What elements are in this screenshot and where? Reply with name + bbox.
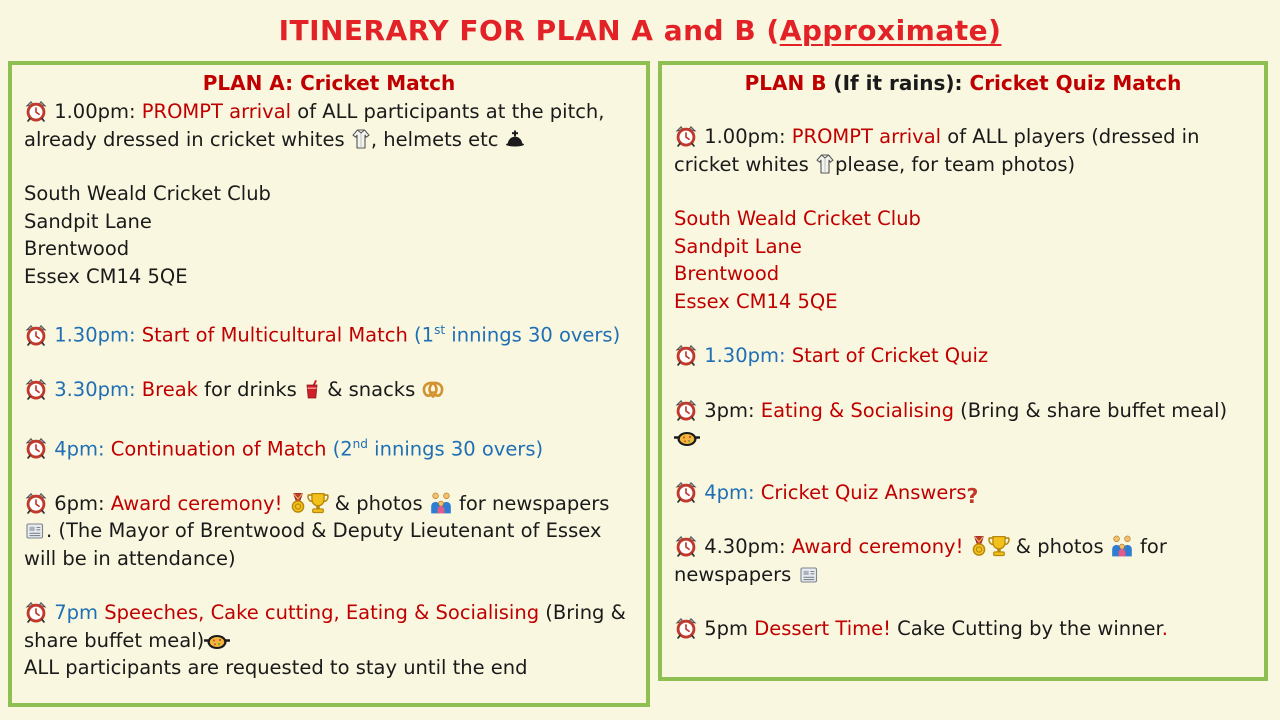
text-segment: & photos [1009,535,1110,558]
alarm-clock-icon [24,437,48,459]
alarm-clock-icon [24,492,48,514]
text-segment: (2 [332,437,353,460]
text-segment: for newspapers [674,535,1167,586]
text-segment: (1 [414,323,435,347]
itinerary-line [674,233,1252,261]
text-segment: 4pm: [698,480,761,504]
text-segment: Essex CM14 5QE [24,264,188,288]
text-segment: 3pm: [698,398,761,422]
itinerary-line [24,208,634,236]
text-segment: 1.30pm: [48,323,142,347]
text-segment: st [434,323,446,337]
itinerary-line [24,235,634,263]
page-title [0,0,1280,47]
text-segment: 4pm: [48,437,111,460]
itinerary-line [24,654,634,682]
text-segment: & photos [328,491,429,515]
plan-a-body [24,98,634,682]
itinerary-line [674,479,1252,507]
lab-coat-icon [815,153,835,175]
text-segment: 3.30pm: [48,378,142,401]
itinerary-line [674,533,1252,588]
alarm-clock-icon [24,100,48,122]
itinerary-line [24,431,634,463]
text-segment: Dessert Time! [754,617,898,640]
text-segment: please, for team photos) [835,152,1076,176]
alarm-clock-icon [24,601,48,623]
itinerary-line [674,288,1252,316]
text-segment: of ALL participants at the pitch, already dressed in cricket whites [24,100,605,151]
text-segment: PROMPT arrival [141,100,298,123]
text-segment: Speeches, Cake cutting, Eating & Socialising [104,601,546,624]
text-segment: Eating & Socialising [760,398,961,422]
text-segment: . (The Mayor of Brentwood & Deputy Lieutenant of Essex will be in attendance) [24,519,602,570]
text-segment: Brentwood [24,237,130,260]
pretzel-icon [421,380,445,400]
text-segment: for drinks [204,378,304,401]
text-segment: Continuation of Match [110,437,333,460]
red-question-mark-icon: ? [966,483,979,508]
text-segment: 5pm [698,617,755,640]
text-segment: , helmets etc [370,127,505,151]
text-segment: 1.00pm: [48,100,142,123]
text-segment: ALL participants are requested to stay until the end [24,656,528,679]
text-segment: 1.00pm: [698,125,792,148]
itinerary-line [674,260,1252,288]
alarm-clock-icon [674,617,698,639]
plan-b-body [674,123,1252,643]
cup-with-straw-icon [303,378,321,400]
itinerary-line [674,123,1252,178]
itinerary-line [24,376,634,404]
newspaper-icon [798,565,820,585]
text-segment: 7pm [48,601,105,624]
text-segment: Start of Multicultural Match [141,323,415,347]
alarm-clock-icon [674,344,698,366]
text-segment: 1.30pm: [698,344,792,367]
alarm-clock-icon [674,125,698,147]
plan-b-panel [658,61,1268,681]
plan-a-panel [8,61,650,707]
plan-a-header [24,70,634,96]
paella-pan-icon [674,430,700,448]
itinerary-line [24,180,634,208]
trophy-icon [307,492,329,514]
text-segment: South Weald Cricket Club [674,207,921,230]
two-column-layout [0,53,1280,707]
text-segment: (Bring & share buffet meal) [960,398,1228,422]
itinerary-line [24,599,634,654]
text-segment: Award ceremony! [110,491,289,515]
text-segment: . [1161,617,1168,640]
page-title-suffix: ) [988,14,1002,47]
alarm-clock-icon [674,481,698,503]
text-segment: innings 30 overs) [445,323,621,347]
text-segment: of ALL players (dressed in cricket whites [674,125,1200,176]
text-segment: Sandpit Lane [24,209,152,233]
paella-pan-icon [204,633,230,651]
text-segment: nd [352,436,368,451]
text-segment: (If it rains): [833,71,970,95]
alarm-clock-icon [24,378,48,400]
itinerary-line [24,263,634,291]
itinerary-line [674,342,1252,370]
text-segment: & snacks [321,378,422,401]
text-segment: (Bring & share buffet meal) [24,601,626,652]
page-title-prefix: ITINERARY FOR PLAN A and B ( [278,14,780,47]
text-segment: Essex CM14 5QE [674,289,838,313]
plan-b-header [674,70,1252,96]
text-segment: Cricket Quiz Answers [760,480,967,504]
text-segment: Sandpit Lane [674,234,802,258]
itinerary-line [674,397,1252,452]
text-segment: Cake Cutting by the winner [897,617,1162,640]
text-segment: South Weald Cricket Club [24,182,271,205]
alarm-clock-icon [674,399,698,421]
itinerary-line [24,490,634,573]
text-segment: Brentwood [674,262,780,285]
family-icon [1110,535,1134,557]
medal-icon [289,492,307,514]
text-segment: Break [141,378,205,401]
text-segment: PLAN A: Cricket Match [202,71,456,95]
helmet-icon [505,130,525,150]
text-segment: PLAN B [744,71,834,95]
text-segment: innings 30 overs) [367,437,544,460]
alarm-clock-icon [674,535,698,557]
newspaper-icon [24,521,46,541]
text-segment: Start of Cricket Quiz [791,344,989,367]
lab-coat-icon [351,128,371,150]
alarm-clock-icon [24,324,48,346]
text-segment: Award ceremony! [791,535,970,558]
medal-icon [970,535,988,557]
itinerary-line [24,317,634,349]
text-segment: for newspapers [452,491,610,515]
family-icon [429,492,453,514]
text-segment: 4.30pm: [698,535,792,558]
itinerary-line [674,205,1252,233]
itinerary-line [24,98,634,153]
trophy-icon [988,535,1010,557]
text-segment: PROMPT arrival [791,125,948,148]
text-segment: 6pm: [48,491,111,515]
page-title-underlined: Approximate [779,14,989,47]
text-segment: Cricket Quiz Match [969,71,1182,95]
itinerary-line [674,615,1252,643]
